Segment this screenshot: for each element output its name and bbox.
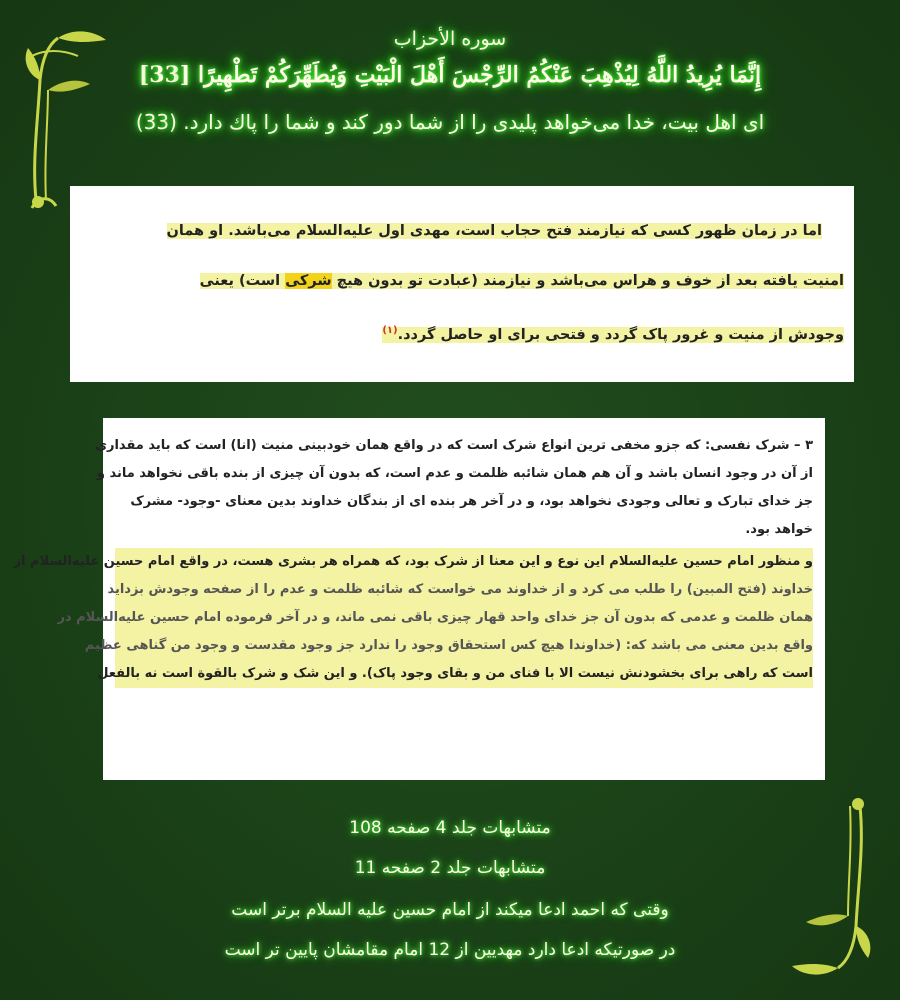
- excerpt1-line1: اما در زمان ظهور کسی که نیازمند فتح حجاب است، مهدی اول علیه‌السلام می‌باشد. او همان: [166, 223, 822, 239]
- excerpt2-line: از آن در وجود انسان باشد و آن هم همان شائبه ظلمت و عدم است، که بدون آن چیزی از بنده باقی نخواهد ماند و: [96, 466, 813, 481]
- excerpt2-highlight-line: خداوند (فتح المبین) را طلب می کرد و از خداوند می خواست که شائبه ظلمت و عدم را از صفحه وجودش بزداید: [107, 582, 813, 597]
- reference-2: متشابهات جلد 2 صفحه 11: [354, 858, 546, 878]
- commentary-line-2: در صورتیکه ادعا دارد مهدیین از 12 امام مقامشان پایین تر است: [224, 940, 676, 960]
- excerpt2-line: خواهد بود.: [745, 522, 813, 537]
- excerpt2-highlight-line: است که راهی برای بخشودنش نیست الا با فنای من و بقای وجود پاک). و این شک و شرک بالقوة است نه بالفعل: [97, 666, 813, 681]
- excerpt2-highlight-line: واقع بدین معنی می باشد که: (خداوندا هیچ کس استحقاق وجود را ندارد جز وجود مقدست و وجود من گناهی عظیم: [84, 638, 813, 653]
- scanned-excerpt-1: [70, 186, 854, 382]
- excerpt2-highlight-line: و منظور امام حسین علیه‌السلام این نوع و این معنا از شرک بود، که همراه هر بشری هست، در واقع امام حسین علیه‌السلام از: [13, 554, 813, 569]
- verse-translation: ای اهل بیت، خدا می‌خواهد پلیدی را از شما دور کند و شما را پاك دارد. (33): [135, 110, 765, 134]
- excerpt2-line: ۳ – شرک نفسی: که جزو مخفی ترین انواع شرک است که در واقع همان خودبینی منیت (انا) است که باید مقداری: [95, 438, 813, 453]
- excerpt2-highlighted-paragraph: [13, 548, 813, 688]
- footnote-marker: (۱): [382, 325, 398, 336]
- surah-title: سوره الأحزاب: [393, 28, 507, 50]
- excerpt2-highlight-line: همان ظلمت و عدمی که بدون آن جز خدای واحد قهار چیزی باقی نمی ماند، و در آخر فرموده امام حسین علیه‌السلام در: [57, 610, 813, 625]
- excerpt1-line2-start: امنیت یافته بعد از خوف و هراس می‌باشد و نیازمند (عبادت تو بدون هیچ: [336, 273, 844, 289]
- excerpt2-line: جز خدای تبارک و تعالی وجودی نخواهد بود، و در آخر هر بنده ای از بندگان خداوند بدین معنای -وجود- مشرک: [130, 494, 813, 509]
- excerpt1-line3: وجودش از منیت و غرور پاک گردد و فتحی برای او حاصل گردد.: [397, 326, 844, 343]
- excerpt1-line2-end: است) یعنی: [199, 273, 281, 289]
- scanned-excerpt-2: [13, 418, 825, 780]
- verse-arabic: إِنَّمَا يُرِيدُ اللَّهُ لِيُذْهِبَ عَنْكُمُ الرِّجْسَ أَهْلَ الْبَيْتِ وَيُطَهِّرَكُمْ تَطْهِيرًا [33]: [138, 62, 762, 88]
- reference-1: متشابهات جلد 4 صفحه 108: [349, 818, 551, 838]
- commentary-line-1: وقتی که احمد ادعا میکند از امام حسین علیه السلام برتر است: [231, 900, 669, 920]
- excerpt1-highlighted-word: شرکی: [285, 273, 332, 289]
